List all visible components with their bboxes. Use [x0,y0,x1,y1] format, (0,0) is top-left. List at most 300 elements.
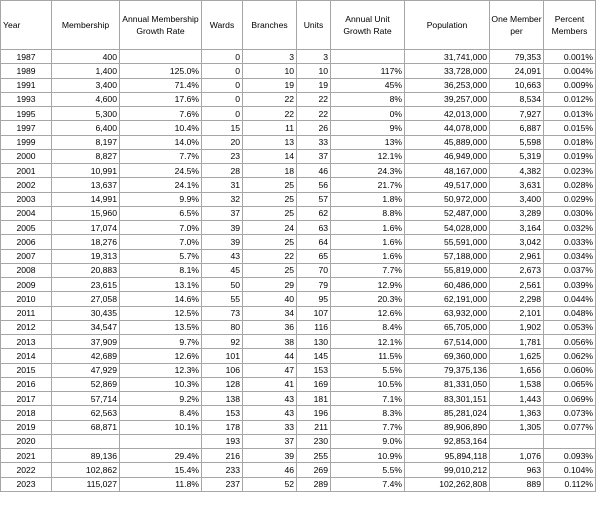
cell-membership: 47,929 [52,363,120,377]
cell-units: 230 [297,434,331,448]
cell-units: 22 [297,107,331,121]
cell-population: 46,949,000 [405,149,490,163]
cell-units: 181 [297,392,331,406]
cell-unit-growth: 7.1% [331,392,405,406]
cell-year: 2012 [1,320,52,334]
cell-year: 2019 [1,420,52,434]
cell-wards: 45 [202,263,243,277]
cell-units: 56 [297,178,331,192]
cell-membership [52,434,120,448]
cell-branches: 24 [243,221,297,235]
cell-branches: 44 [243,349,297,363]
cell-year: 1997 [1,121,52,135]
cell-year: 1987 [1,50,52,64]
cell-percent-members: 0.073% [544,406,596,420]
cell-membership: 34,547 [52,320,120,334]
cell-year: 2020 [1,434,52,448]
cell-units: 10 [297,64,331,78]
cell-membership-growth: 12.6% [120,349,202,363]
cell-units: 57 [297,192,331,206]
cell-one-member-per: 1,625 [490,349,544,363]
cell-population: 69,360,000 [405,349,490,363]
cell-membership-growth: 13.5% [120,320,202,334]
cell-units: 64 [297,235,331,249]
table-row [1,306,596,320]
table-row [1,292,596,306]
cell-branches: 25 [243,235,297,249]
cell-unit-growth: 7.7% [331,263,405,277]
table-row [1,335,596,349]
cell-membership: 42,689 [52,349,120,363]
cell-population: 83,301,151 [405,392,490,406]
cell-population: 33,728,000 [405,64,490,78]
cell-membership-growth: 7.6% [120,107,202,121]
cell-wards: 0 [202,50,243,64]
table-row [1,377,596,391]
cell-branches: 3 [243,50,297,64]
cell-percent-members: 0.033% [544,235,596,249]
cell-one-member-per: 5,319 [490,149,544,163]
cell-population: 95,894,118 [405,449,490,463]
cell-one-member-per: 5,598 [490,135,544,149]
cell-wards: 92 [202,335,243,349]
cell-units: 33 [297,135,331,149]
cell-percent-members: 0.023% [544,164,596,178]
cell-membership: 13,637 [52,178,120,192]
cell-year: 2022 [1,463,52,477]
cell-wards: 0 [202,107,243,121]
table-row [1,92,596,106]
cell-one-member-per: 4,382 [490,164,544,178]
cell-population: 63,932,000 [405,306,490,320]
cell-one-member-per: 8,534 [490,92,544,106]
cell-year: 2023 [1,477,52,491]
cell-one-member-per: 10,663 [490,78,544,92]
table-row [1,50,596,64]
cell-population: 55,819,000 [405,263,490,277]
cell-one-member-per: 1,305 [490,420,544,434]
cell-branches: 22 [243,92,297,106]
cell-units: 95 [297,292,331,306]
cell-population: 49,517,000 [405,178,490,192]
cell-membership-growth: 10.3% [120,377,202,391]
table-body [1,50,596,492]
cell-year: 1995 [1,107,52,121]
cell-units: 116 [297,320,331,334]
cell-population: 60,486,000 [405,278,490,292]
cell-units: 70 [297,263,331,277]
cell-unit-growth: 20.3% [331,292,405,306]
cell-year: 2013 [1,335,52,349]
cell-units: 3 [297,50,331,64]
cell-percent-members: 0.104% [544,463,596,477]
cell-one-member-per: 3,042 [490,235,544,249]
table-row [1,477,596,491]
cell-units: 269 [297,463,331,477]
cell-membership: 18,276 [52,235,120,249]
cell-year: 2001 [1,164,52,178]
cell-percent-members: 0.044% [544,292,596,306]
header-row [1,1,596,50]
cell-unit-growth: 8.3% [331,406,405,420]
cell-branches: 43 [243,406,297,420]
cell-percent-members: 0.053% [544,320,596,334]
cell-wards: 106 [202,363,243,377]
cell-population: 44,078,000 [405,121,490,135]
cell-branches: 13 [243,135,297,149]
cell-units: 107 [297,306,331,320]
cell-unit-growth: 9.0% [331,434,405,448]
cell-percent-members: 0.037% [544,263,596,277]
cell-units: 196 [297,406,331,420]
cell-units: 153 [297,363,331,377]
cell-membership: 1,400 [52,64,120,78]
cell-percent-members: 0.018% [544,135,596,149]
cell-membership: 52,869 [52,377,120,391]
cell-year: 2004 [1,206,52,220]
cell-branches: 41 [243,377,297,391]
cell-year: 1991 [1,78,52,92]
cell-branches: 25 [243,206,297,220]
cell-unit-growth: 117% [331,64,405,78]
cell-population: 31,741,000 [405,50,490,64]
table-row [1,406,596,420]
cell-year: 2010 [1,292,52,306]
cell-year: 2016 [1,377,52,391]
cell-membership: 115,027 [52,477,120,491]
cell-percent-members: 0.013% [544,107,596,121]
cell-one-member-per: 1,781 [490,335,544,349]
cell-one-member-per: 889 [490,477,544,491]
table-row [1,78,596,92]
cell-percent-members: 0.048% [544,306,596,320]
cell-year: 2009 [1,278,52,292]
cell-units: 22 [297,92,331,106]
cell-membership: 8,827 [52,149,120,163]
cell-units: 79 [297,278,331,292]
cell-year: 2018 [1,406,52,420]
cell-branches: 22 [243,107,297,121]
cell-wards: 39 [202,235,243,249]
cell-unit-growth: 12.1% [331,149,405,163]
table-row [1,349,596,363]
cell-unit-growth: 5.5% [331,463,405,477]
cell-one-member-per: 7,927 [490,107,544,121]
cell-membership: 23,615 [52,278,120,292]
cell-membership-growth: 11.8% [120,477,202,491]
cell-percent-members: 0.093% [544,449,596,463]
cell-unit-growth [331,50,405,64]
cell-branches: 38 [243,335,297,349]
cell-units: 62 [297,206,331,220]
cell-one-member-per [490,434,544,448]
cell-membership: 20,883 [52,263,120,277]
cell-population: 45,889,000 [405,135,490,149]
cell-membership: 4,600 [52,92,120,106]
cell-one-member-per: 24,091 [490,64,544,78]
cell-membership: 5,300 [52,107,120,121]
cell-membership: 89,136 [52,449,120,463]
cell-wards: 43 [202,249,243,263]
table-row [1,178,596,192]
cell-membership-growth: 8.1% [120,263,202,277]
cell-unit-growth: 24.3% [331,164,405,178]
cell-percent-members: 0.012% [544,92,596,106]
cell-units: 26 [297,121,331,135]
cell-membership-growth: 8.4% [120,406,202,420]
cell-membership-growth: 24.1% [120,178,202,192]
cell-membership-growth: 13.1% [120,278,202,292]
cell-membership-growth: 7.0% [120,235,202,249]
cell-year: 2005 [1,221,52,235]
cell-unit-growth: 10.5% [331,377,405,391]
cell-year: 1999 [1,135,52,149]
table-row [1,392,596,406]
cell-unit-growth: 12.9% [331,278,405,292]
cell-unit-growth: 45% [331,78,405,92]
cell-year: 2015 [1,363,52,377]
cell-unit-growth: 12.1% [331,335,405,349]
cell-membership-growth: 7.7% [120,149,202,163]
cell-membership: 102,862 [52,463,120,477]
cell-percent-members: 0.001% [544,50,596,64]
cell-population: 52,487,000 [405,206,490,220]
cell-population: 55,591,000 [405,235,490,249]
cell-population: 92,853,164 [405,434,490,448]
cell-membership-growth: 125.0% [120,64,202,78]
cell-year: 2008 [1,263,52,277]
cell-year: 2002 [1,178,52,192]
cell-unit-growth: 13% [331,135,405,149]
cell-branches: 40 [243,292,297,306]
cell-wards: 31 [202,178,243,192]
cell-branches: 36 [243,320,297,334]
header-branches: Branches [243,1,297,50]
cell-one-member-per: 2,561 [490,278,544,292]
cell-units: 255 [297,449,331,463]
cell-wards: 28 [202,164,243,178]
table-row [1,249,596,263]
cell-membership: 57,714 [52,392,120,406]
cell-wards: 216 [202,449,243,463]
table-row [1,263,596,277]
cell-membership: 8,197 [52,135,120,149]
header-unit-growth: Annual Unit Growth Rate [331,1,405,50]
cell-units: 37 [297,149,331,163]
cell-wards: 73 [202,306,243,320]
cell-membership-growth: 7.0% [120,221,202,235]
cell-wards: 80 [202,320,243,334]
table-row [1,164,596,178]
cell-wards: 50 [202,278,243,292]
cell-wards: 0 [202,78,243,92]
cell-percent-members: 0.029% [544,192,596,206]
cell-membership: 37,909 [52,335,120,349]
cell-year: 1993 [1,92,52,106]
cell-percent-members: 0.019% [544,149,596,163]
cell-population: 62,191,000 [405,292,490,306]
cell-percent-members: 0.015% [544,121,596,135]
cell-one-member-per: 2,298 [490,292,544,306]
cell-branches: 25 [243,192,297,206]
cell-branches: 18 [243,164,297,178]
cell-unit-growth: 8% [331,92,405,106]
cell-percent-members: 0.039% [544,278,596,292]
cell-unit-growth: 7.7% [331,420,405,434]
cell-membership: 62,563 [52,406,120,420]
cell-wards: 0 [202,64,243,78]
cell-unit-growth: 9% [331,121,405,135]
cell-branches: 47 [243,363,297,377]
cell-population: 89,906,890 [405,420,490,434]
cell-membership-growth: 12.5% [120,306,202,320]
cell-population: 85,281,024 [405,406,490,420]
cell-percent-members: 0.060% [544,363,596,377]
cell-year: 2011 [1,306,52,320]
cell-membership: 10,991 [52,164,120,178]
table-row [1,320,596,334]
cell-membership-growth: 15.4% [120,463,202,477]
cell-percent-members: 0.065% [544,377,596,391]
cell-membership: 15,960 [52,206,120,220]
cell-membership-growth: 12.3% [120,363,202,377]
table-row [1,278,596,292]
cell-membership-growth: 6.5% [120,206,202,220]
cell-year: 2000 [1,149,52,163]
cell-one-member-per: 3,164 [490,221,544,235]
cell-membership-growth [120,50,202,64]
cell-units: 211 [297,420,331,434]
table-row [1,235,596,249]
cell-one-member-per: 2,101 [490,306,544,320]
cell-branches: 52 [243,477,297,491]
cell-population: 102,262,808 [405,477,490,491]
table-row [1,64,596,78]
cell-percent-members: 0.062% [544,349,596,363]
cell-unit-growth: 12.6% [331,306,405,320]
header-membership-growth: Annual Membership Growth Rate [120,1,202,50]
cell-branches: 11 [243,121,297,135]
cell-one-member-per: 1,363 [490,406,544,420]
cell-membership-growth [120,434,202,448]
cell-percent-members [544,434,596,448]
cell-membership: 6,400 [52,121,120,135]
cell-membership-growth: 5.7% [120,249,202,263]
cell-one-member-per: 3,400 [490,192,544,206]
cell-population: 65,705,000 [405,320,490,334]
cell-one-member-per: 3,289 [490,206,544,220]
cell-unit-growth: 1.8% [331,192,405,206]
cell-wards: 55 [202,292,243,306]
cell-wards: 23 [202,149,243,163]
cell-one-member-per: 6,887 [490,121,544,135]
cell-branches: 22 [243,249,297,263]
cell-percent-members: 0.034% [544,249,596,263]
cell-percent-members: 0.028% [544,178,596,192]
cell-population: 99,010,212 [405,463,490,477]
cell-branches: 25 [243,263,297,277]
cell-units: 130 [297,335,331,349]
cell-year: 2014 [1,349,52,363]
cell-membership: 30,435 [52,306,120,320]
cell-membership-growth: 14.0% [120,135,202,149]
cell-unit-growth: 7.4% [331,477,405,491]
cell-branches: 14 [243,149,297,163]
cell-one-member-per: 2,673 [490,263,544,277]
cell-branches: 19 [243,78,297,92]
header-population: Population [405,1,490,50]
cell-membership: 68,871 [52,420,120,434]
cell-membership-growth: 9.7% [120,335,202,349]
cell-units: 63 [297,221,331,235]
cell-one-member-per: 1,656 [490,363,544,377]
cell-wards: 153 [202,406,243,420]
table-row [1,149,596,163]
cell-membership-growth: 71.4% [120,78,202,92]
cell-population: 79,375,136 [405,363,490,377]
cell-percent-members: 0.069% [544,392,596,406]
header-membership: Membership [52,1,120,50]
cell-unit-growth: 10.9% [331,449,405,463]
table-row [1,107,596,121]
table-row [1,221,596,235]
cell-population: 54,028,000 [405,221,490,235]
cell-wards: 15 [202,121,243,135]
cell-wards: 20 [202,135,243,149]
cell-branches: 37 [243,434,297,448]
cell-membership-growth: 9.2% [120,392,202,406]
cell-one-member-per: 963 [490,463,544,477]
cell-membership-growth: 9.9% [120,192,202,206]
cell-branches: 25 [243,178,297,192]
cell-membership-growth: 29.4% [120,449,202,463]
cell-percent-members: 0.004% [544,64,596,78]
cell-population: 39,257,000 [405,92,490,106]
table-row [1,463,596,477]
cell-population: 50,972,000 [405,192,490,206]
cell-wards: 39 [202,221,243,235]
cell-wards: 101 [202,349,243,363]
cell-wards: 37 [202,206,243,220]
cell-units: 169 [297,377,331,391]
cell-percent-members: 0.032% [544,221,596,235]
table-row [1,434,596,448]
cell-percent-members: 0.112% [544,477,596,491]
cell-membership-growth: 17.6% [120,92,202,106]
cell-branches: 29 [243,278,297,292]
cell-population: 81,331,050 [405,377,490,391]
cell-membership: 19,313 [52,249,120,263]
cell-percent-members: 0.009% [544,78,596,92]
cell-one-member-per: 1,443 [490,392,544,406]
cell-year: 2003 [1,192,52,206]
cell-one-member-per: 2,961 [490,249,544,263]
cell-membership: 27,058 [52,292,120,306]
cell-unit-growth: 1.6% [331,221,405,235]
cell-wards: 128 [202,377,243,391]
cell-units: 145 [297,349,331,363]
cell-unit-growth: 1.6% [331,249,405,263]
table-row [1,420,596,434]
cell-branches: 33 [243,420,297,434]
cell-branches: 34 [243,306,297,320]
cell-population: 36,253,000 [405,78,490,92]
cell-branches: 39 [243,449,297,463]
cell-one-member-per: 1,076 [490,449,544,463]
cell-percent-members: 0.077% [544,420,596,434]
cell-units: 46 [297,164,331,178]
cell-year: 1989 [1,64,52,78]
